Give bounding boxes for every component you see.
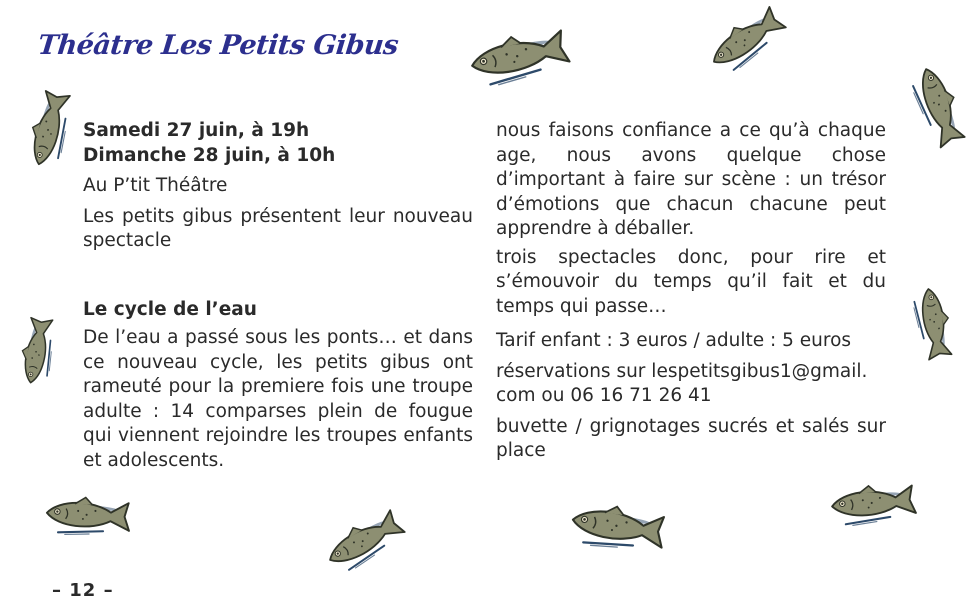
page-number: – 12 – xyxy=(52,580,114,601)
fish-icon xyxy=(906,279,964,366)
show-description-left: De l’eau a passé sous les ponts… et dans ce nouveau cycle, les petits gibus ont rameuté pour la premiere fois une troupe adulte : 14 comparses plein de fougue qui viennent rejoindre les troupes enfants et adolescents. xyxy=(83,327,473,471)
left-column xyxy=(83,119,473,473)
event-date-saturday: Samedi 27 juin, à 19h xyxy=(83,120,310,141)
show-description-right: nous faisons confiance a ce qu’à chaque age, nous avons quelque chose d’important à faire sur scène : un trésor d’émotions que chacun chacune peut apprendre à déballer. xyxy=(496,120,886,239)
show-heading: Le cycle de l’eau xyxy=(83,298,257,320)
fish-icon xyxy=(39,488,136,541)
show-summary: trois spectacles donc, pour rire et s’émouvoir du temps qu’il fait et du temps qui passe… xyxy=(496,246,886,317)
event-date-sunday: Dimanche 28 juin, à 10h xyxy=(83,144,336,166)
event-intro: Les petits gibus présentent leur nouveau spectacle xyxy=(83,205,473,251)
fish-icon xyxy=(901,54,976,156)
fish-icon xyxy=(823,474,922,530)
fish-icon xyxy=(694,0,796,85)
event-venue: Au P’tit Théâtre xyxy=(83,175,228,196)
fish-icon xyxy=(13,82,81,177)
reservation-info: réservations sur lespetitsgibus1@gmail. com ou 06 16 71 26 41 xyxy=(496,360,868,406)
right-column xyxy=(496,119,886,464)
page-title: Théâtre Les Petits Gibus xyxy=(36,30,400,61)
tarif-info: Tarif enfant : 3 euros / adulte : 5 euros xyxy=(496,330,852,351)
fish-icon xyxy=(459,19,577,91)
fish-icon xyxy=(562,493,673,557)
buvette-info: buvette / grignotages sucrés et salés sur place xyxy=(496,415,886,461)
fish-icon xyxy=(312,496,415,584)
fish-icon xyxy=(8,310,62,391)
